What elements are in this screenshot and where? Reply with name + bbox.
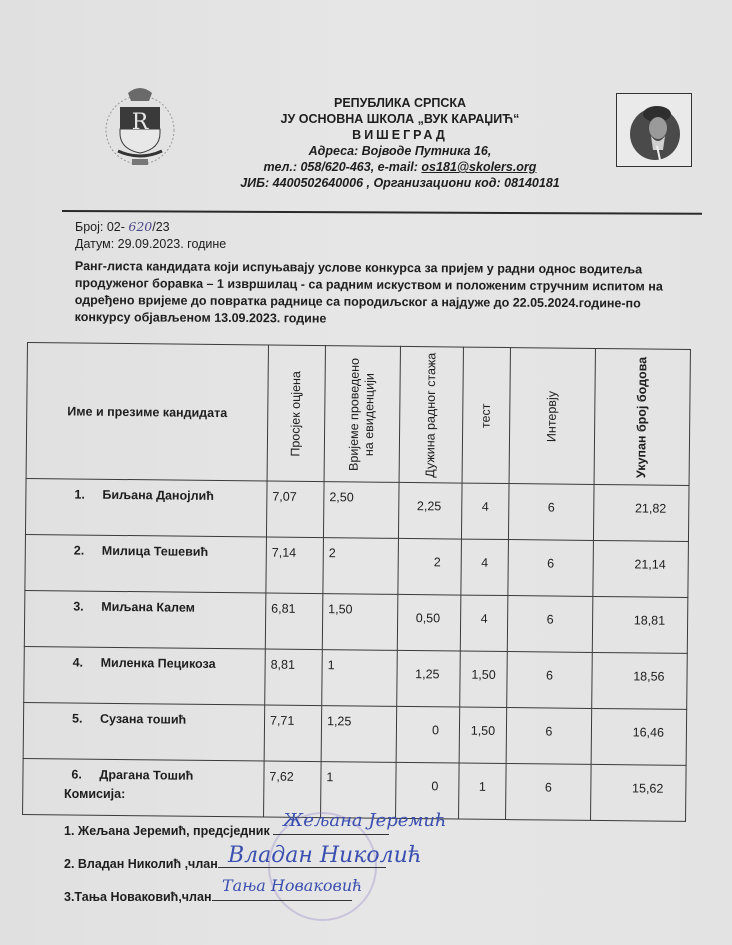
grade-average: 6,81: [265, 593, 323, 650]
header-work-experience: Дужина радног стажа: [399, 346, 463, 483]
header-divider: [62, 210, 702, 215]
time-on-register: 1,50: [322, 594, 398, 651]
table-row: [24, 646, 688, 709]
interview-score: 6: [508, 484, 594, 541]
interview-score: 6: [507, 652, 593, 709]
school-name: ЈУ ОСНОВНА ШКОЛА „ВУК КАРАЏИЋ“: [280, 112, 520, 126]
table-row: [24, 590, 688, 653]
table-row: [25, 478, 689, 541]
document-date: Датум: 29.09.2023. године: [75, 237, 227, 251]
portrait-icon: [616, 93, 692, 167]
header-test: тест: [462, 347, 510, 483]
total-points: 21,82: [593, 484, 689, 541]
grade-average: 7,71: [264, 705, 322, 762]
time-on-register: 2: [323, 538, 399, 595]
commission-title: Комисија:: [64, 787, 126, 801]
ranking-table: [22, 342, 690, 822]
letterhead: [200, 95, 600, 191]
work-experience: 2: [398, 538, 462, 595]
test-score: 4: [461, 483, 509, 539]
test-score: 1,50: [459, 707, 507, 763]
time-on-register: 1,25: [321, 706, 397, 763]
republic-name: РЕПУБЛИКА СРПСКА: [333, 96, 467, 110]
grade-average: 7,07: [266, 481, 324, 538]
commission-member-3: 3.Тања Новаковић,члан: [64, 888, 352, 904]
work-experience: 0: [396, 762, 460, 819]
header-total-points: Укупан број бодова: [594, 348, 690, 485]
total-points: 18,81: [592, 596, 688, 653]
test-score: 1: [459, 763, 507, 819]
header-interview: Интервју: [509, 348, 595, 485]
work-experience: 2,25: [398, 482, 462, 539]
coat-of-arms-icon: [100, 85, 180, 175]
email-link[interactable]: os181@skolers.org: [421, 160, 537, 174]
candidate-name: 2. Милица Тешевић: [25, 534, 267, 593]
work-experience: 0: [396, 706, 460, 763]
city-name: ВИШЕГРАД: [352, 128, 448, 142]
work-experience: 0,50: [397, 594, 461, 651]
header-candidate-name: Име и презиме кандидата: [26, 343, 268, 482]
test-score: 4: [461, 539, 509, 595]
table-row: [25, 534, 689, 597]
total-points: 18,56: [592, 652, 688, 709]
reference-block: [75, 218, 226, 253]
candidate-name: 6. Драгана Тошић: [23, 758, 265, 817]
handwritten-number: 620: [128, 219, 153, 234]
grade-average: 8,81: [265, 649, 323, 706]
work-experience: 1,25: [397, 650, 461, 707]
candidate-name: 1. Биљана Данојлић: [25, 478, 267, 537]
address: Адреса: Војводе Путника 16,: [308, 144, 492, 158]
total-points: 21,14: [593, 540, 689, 597]
signature-3: Тања Новаковић: [222, 876, 363, 895]
total-points: 16,46: [591, 708, 687, 765]
header-grade-average: Просјек оцјена: [267, 345, 325, 482]
grade-average: 7,14: [266, 537, 324, 594]
grade-average: 7,62: [264, 761, 322, 818]
time-on-register: 1: [322, 650, 398, 707]
interview-score: 6: [506, 708, 592, 765]
phone: тел.: 058/620-463, e-mail:: [263, 160, 422, 174]
signature-1: Жељана Јеремић: [283, 810, 447, 831]
signature-2: Владан Николић: [228, 843, 422, 868]
document-number: Број: 02- 620/23: [75, 219, 170, 234]
interview-score: 6: [506, 764, 592, 821]
time-on-register: 1: [321, 762, 397, 819]
id-codes: ЈИБ: 4400502640006 , Организациони код: 08140181: [240, 176, 560, 190]
commission-member-2: 2. Владан Николић ,члан: [64, 855, 386, 871]
commission-member-1: 1. Жељана Јеремић, предсједник: [64, 822, 389, 838]
ranking-title: Ранг-листа кандидата који испуњавају услове конкурса за пријем у радни однос водитеља продуженог боравка – 1 извршилац - са радним искуством и положеним стручним испитом на одређено вријеме до повратка раднице са породиљског а најдуже до 22.05.2024.године-по конкурсу објављеном 13.09.2023. године: [74, 258, 663, 326]
table-row: [23, 702, 687, 765]
table-header-row: [26, 343, 690, 486]
candidate-name: 4. Миленка Пецикоза: [24, 646, 266, 705]
total-points: 15,62: [591, 764, 687, 821]
test-score: 4: [460, 595, 508, 651]
contact-line: [200, 159, 600, 175]
svg-text:R: R: [131, 110, 149, 135]
time-on-register: 2,50: [323, 482, 399, 539]
interview-score: 6: [507, 596, 593, 653]
candidate-name: 3. Миљана Калем: [24, 590, 266, 649]
interview-score: 6: [508, 540, 594, 597]
test-score: 1,50: [460, 651, 508, 707]
header-time-on-register: Вријеме проведено на евиденцији: [324, 346, 400, 483]
candidate-name: 5. Сузана тошић: [23, 702, 265, 761]
